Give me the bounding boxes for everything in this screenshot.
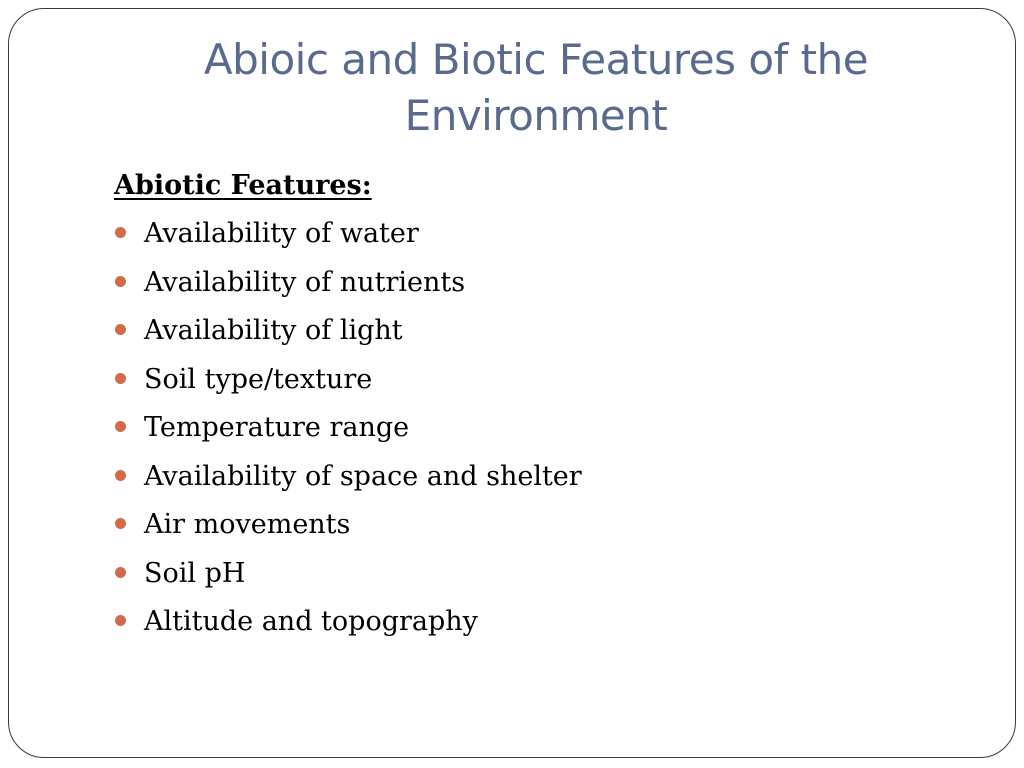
bullet-item <box>114 263 974 303</box>
bullet-dot-icon <box>115 373 126 384</box>
slide-body <box>114 166 974 651</box>
bullet-dot-icon <box>115 227 126 238</box>
bullet-text: Altitude and topography <box>144 606 478 637</box>
bullet-text: Availability of water <box>144 218 419 249</box>
bullet-dot-icon <box>115 518 126 529</box>
slide-title: Abioic and Biotic Features of the Environment <box>203 35 869 140</box>
bullet-item <box>114 360 974 400</box>
bullet-dot-icon <box>115 470 126 481</box>
bullet-list <box>114 214 974 642</box>
section-heading: Abiotic Features: <box>114 170 372 201</box>
bullet-dot-icon <box>115 567 126 578</box>
bullet-item <box>114 554 974 594</box>
bullet-item <box>114 505 974 545</box>
bullet-text: Availability of space and shelter <box>144 460 582 492</box>
bullet-text: Temperature range <box>144 412 410 443</box>
bullet-text: Soil type/texture <box>144 363 373 395</box>
bullet-text: Soil pH <box>144 557 246 589</box>
bullet-item <box>114 214 974 254</box>
bullet-text: Availability of nutrients <box>144 266 466 298</box>
bullet-dot-icon <box>115 276 126 287</box>
bullet-dot-icon <box>115 615 126 626</box>
bullet-text: Availability of light <box>144 315 403 346</box>
bullet-item <box>114 311 974 351</box>
bullet-dot-icon <box>115 421 126 432</box>
bullet-item <box>114 602 974 642</box>
bullet-dot-icon <box>115 324 126 335</box>
bullet-item <box>114 408 974 448</box>
bullet-text: Air movements <box>144 509 351 540</box>
bullet-item <box>114 457 974 497</box>
